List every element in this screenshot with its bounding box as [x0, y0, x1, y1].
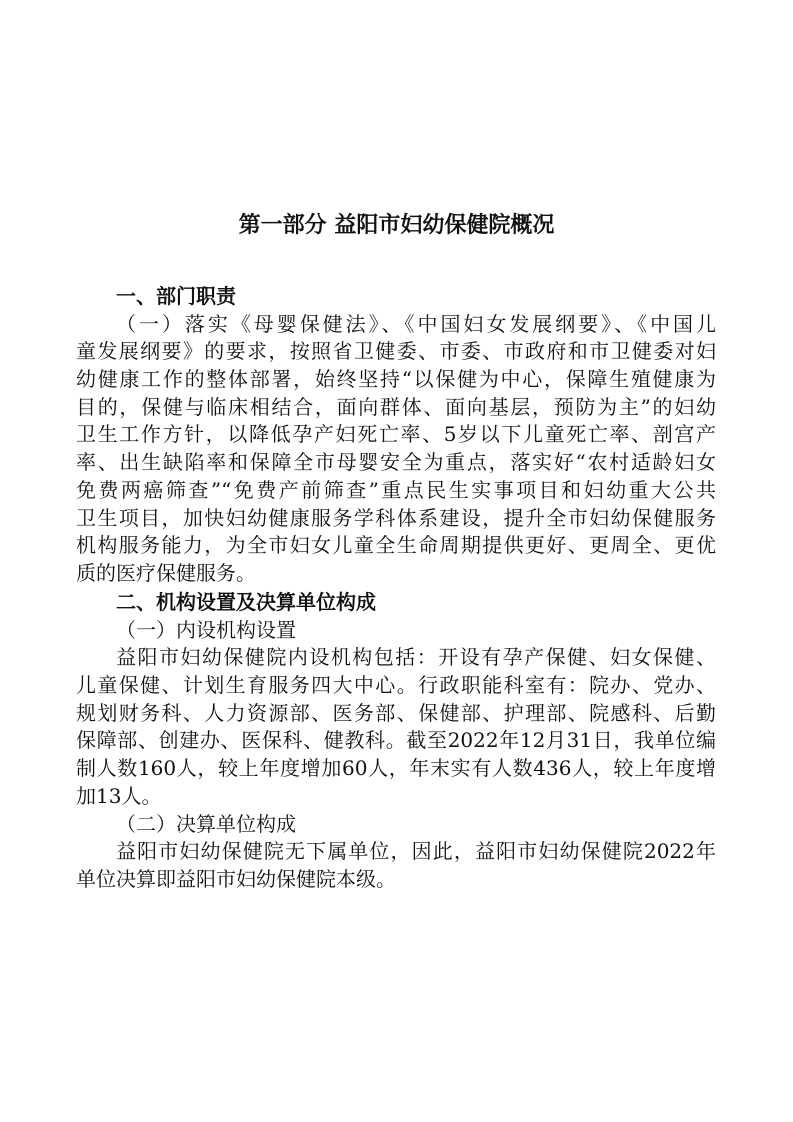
text-line: 卫生项目，加快妇幼健康服务学科体系建设，提升全市妇幼保健服务 [76, 505, 716, 530]
paragraph-duties [76, 311, 716, 588]
section-duties [76, 283, 716, 588]
text-line: 童发展纲要》的要求，按照省卫健委、市委、市政府和市卫健委对妇 [76, 339, 716, 364]
text-line: 幼健康工作的整体部署，始终坚持“以保健为中心，保障生殖健康为 [76, 367, 716, 392]
text-line: 机构服务能力，为全市妇女儿童全生命周期提供更好、更周全、更优 [76, 533, 716, 558]
text-line: 目的，保健与临床相结合，面向群体、面向基层，预防为主”的妇幼 [76, 394, 716, 419]
page-title: 第一部分 益阳市妇幼保健院概况 [238, 212, 555, 238]
text-line: 加13人。 [76, 783, 162, 808]
section-structure [76, 589, 716, 894]
text-line: 儿童保健、计划生育服务四大中心。行政职能科室有：院办、党办、 [76, 673, 716, 698]
text-line: （一）落实《母婴保健法》、《中国妇女发展纲要》、《中国儿 [116, 311, 716, 336]
text-line: 益阳市妇幼保健院无下属单位，因此，益阳市妇幼保健院2022年 [116, 839, 716, 864]
paragraph-budget-units [76, 838, 716, 893]
text-line: 卫生工作方针，以降低孕产妇死亡率、5岁以下儿童死亡率、剖宫产 [76, 422, 716, 447]
subsection-heading: （一）内设机构设置 [116, 617, 296, 642]
section-heading: 一、部门职责 [116, 284, 236, 308]
subsection-heading: （二）决算单位构成 [116, 811, 296, 836]
section-heading: 二、机构设置及决算单位构成 [116, 590, 376, 614]
text-line: 质的医疗保健服务。 [76, 560, 256, 585]
text-line: 益阳市妇幼保健院内设机构包括：开设有孕产保健、妇女保健、 [116, 645, 716, 670]
paragraph-internal-structure [76, 644, 716, 810]
text-line: 单位决算即益阳市妇幼保健院本级。 [76, 866, 396, 891]
text-line: 率、出生缺陷率和保障全市母婴安全为重点，落实好“农村适龄妇女 [76, 450, 716, 475]
text-line: 制人数160人，较上年度增加60人，年末实有人数436人，较上年度增 [76, 756, 716, 781]
text-line: 免费两癌筛查”“免费产前筛查”重点民生实事项目和妇幼重大公共 [76, 477, 716, 502]
text-line: 保障部、创建办、医保科、健教科。截至2022年12月31日，我单位编 [76, 728, 716, 753]
text-line: 规划财务科、人力资源部、医务部、保健部、护理部、院感科、后勤 [76, 700, 716, 725]
